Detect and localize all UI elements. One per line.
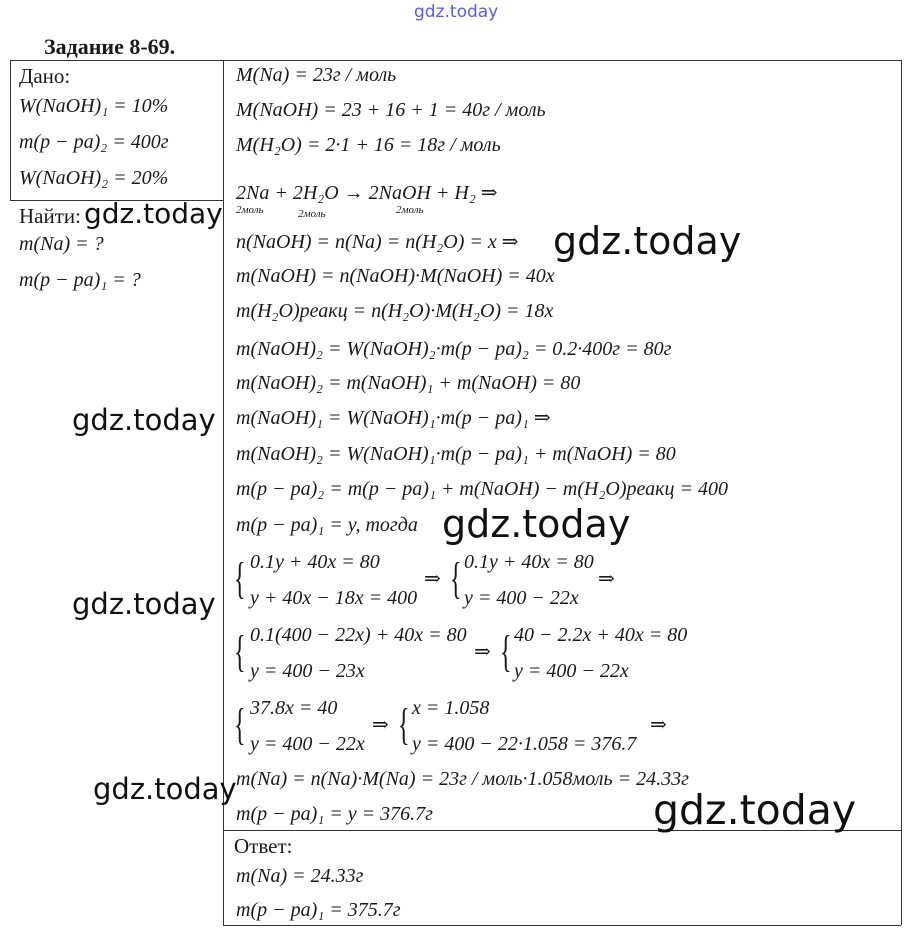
system-brace: { [234, 554, 246, 603]
watermark: gdz.today [442, 502, 631, 546]
implies-arrow: ⇒ [424, 568, 441, 590]
find-item: m(p − pa)₁ = ? [19, 269, 141, 291]
solution-step: m(NaOH)₂ = m(NaOH)₁ + m(NaOH) = 80 [236, 372, 581, 394]
system-brace: { [234, 627, 246, 676]
implies-arrow: ⇒ [598, 568, 615, 590]
frame-left-line [10, 60, 11, 200]
given-item: W(NaOH)₂ = 20% [19, 167, 169, 189]
solution-step: n(NaOH) = n(Na) = n(H₂O) = x ⇒ [236, 231, 519, 253]
solution-step: m(NaOH) = n(NaOH)·M(NaOH) = 40x [236, 265, 555, 287]
solution-step: m(NaOH)₂ = W(NaOH)₁·m(p − pa)₁ + m(NaOH) = 80 [236, 443, 676, 465]
solution-step: m(H₂O)реакц = n(H₂O)·M(H₂O) = 18x [236, 300, 554, 322]
molar-mass-line: M(Na) = 23г / моль [236, 64, 397, 86]
implies-arrow: ⇒ [474, 641, 491, 663]
system-brace: { [398, 700, 410, 749]
system-equation: y = 400 − 23x [250, 660, 365, 682]
frame-bottom-line [223, 925, 901, 926]
implies-arrow: ⇒ [650, 714, 667, 736]
solution-step: m(p − pa)₂ = m(p − pa)₁ + m(NaOH) − m(H₂O)реакц = 400 [236, 478, 728, 500]
final-result: m(Na) = n(Na)·M(Na) = 23г / моль·1.058моль = 24.33г [236, 768, 689, 790]
find-label: Найти: [19, 204, 81, 228]
system-equation: y = 400 − 22x [250, 733, 365, 755]
answer-item: m(Na) = 24.33г [236, 865, 364, 887]
frame-right-line [901, 60, 902, 925]
reaction-sub: 2моль [396, 204, 424, 216]
system-equation: y = 400 − 22x [514, 660, 629, 682]
watermark: gdz.today [653, 786, 857, 834]
system-equation: x = 1.058 [412, 697, 490, 719]
answer-label: Ответ: [234, 834, 293, 858]
solution-step: m(NaOH)₁ = W(NaOH)₁·m(p − pa)₁ ⇒ [236, 407, 551, 429]
system-equation: y + 40x − 18x = 400 [250, 587, 418, 609]
implies-arrow: ⇒ [372, 714, 389, 736]
system-equation: y = 400 − 22x [464, 587, 579, 609]
system-brace: { [500, 627, 512, 676]
watermark: gdz.today [72, 587, 216, 621]
task-title: Задание 8-69. [44, 34, 176, 59]
molar-mass-line: M(H₂O) = 2·1 + 16 = 18г / моль [236, 134, 501, 156]
reaction-sub: 2моль [298, 208, 326, 220]
reaction-sub: 2моль [236, 204, 264, 216]
watermark: gdz.today [72, 403, 216, 437]
system-equation: 0.1y + 40x = 80 [250, 551, 380, 573]
watermark: gdz.today [84, 197, 223, 230]
solution-step: m(p − pa)₁ = y, тогда [236, 514, 418, 536]
watermark: gdz.today [553, 219, 742, 263]
site-watermark-top: gdz.today [414, 2, 499, 22]
system-equation: 40 − 2.2x + 40x = 80 [514, 624, 688, 646]
frame-top-line [190, 60, 902, 61]
molar-mass-line: M(NaOH) = 23 + 16 + 1 = 40г / моль [236, 99, 546, 121]
system-equation: 0.1(400 − 22x) + 40x = 80 [250, 624, 467, 646]
find-item: m(Na) = ? [19, 233, 104, 255]
final-result: m(p − pa)₁ = y = 376.7г [236, 803, 433, 825]
answer-item: m(p − pa)₁ = 375.7г [236, 899, 401, 921]
given-label: Дано: [19, 64, 71, 88]
system-equation: 37.8x = 40 [250, 697, 338, 719]
frame-top-left-line [10, 60, 190, 61]
system-equation: y = 400 − 22·1.058 = 376.7 [412, 733, 637, 755]
reaction-equation: 2Na + 2H₂O → 2NaOH + H₂ ⇒ [236, 182, 498, 204]
system-equation: 0.1y + 40x = 80 [464, 551, 594, 573]
system-brace: { [450, 554, 462, 603]
given-item: m(p − pa)₂ = 400г [19, 131, 169, 153]
watermark: gdz.today [93, 772, 237, 806]
solution-step: m(NaOH)₂ = W(NaOH)₂·m(p − pa)₂ = 0.2·400г = 80г [236, 338, 672, 360]
given-item: W(NaOH)₁ = 10% [19, 95, 169, 117]
system-brace: { [234, 700, 246, 749]
